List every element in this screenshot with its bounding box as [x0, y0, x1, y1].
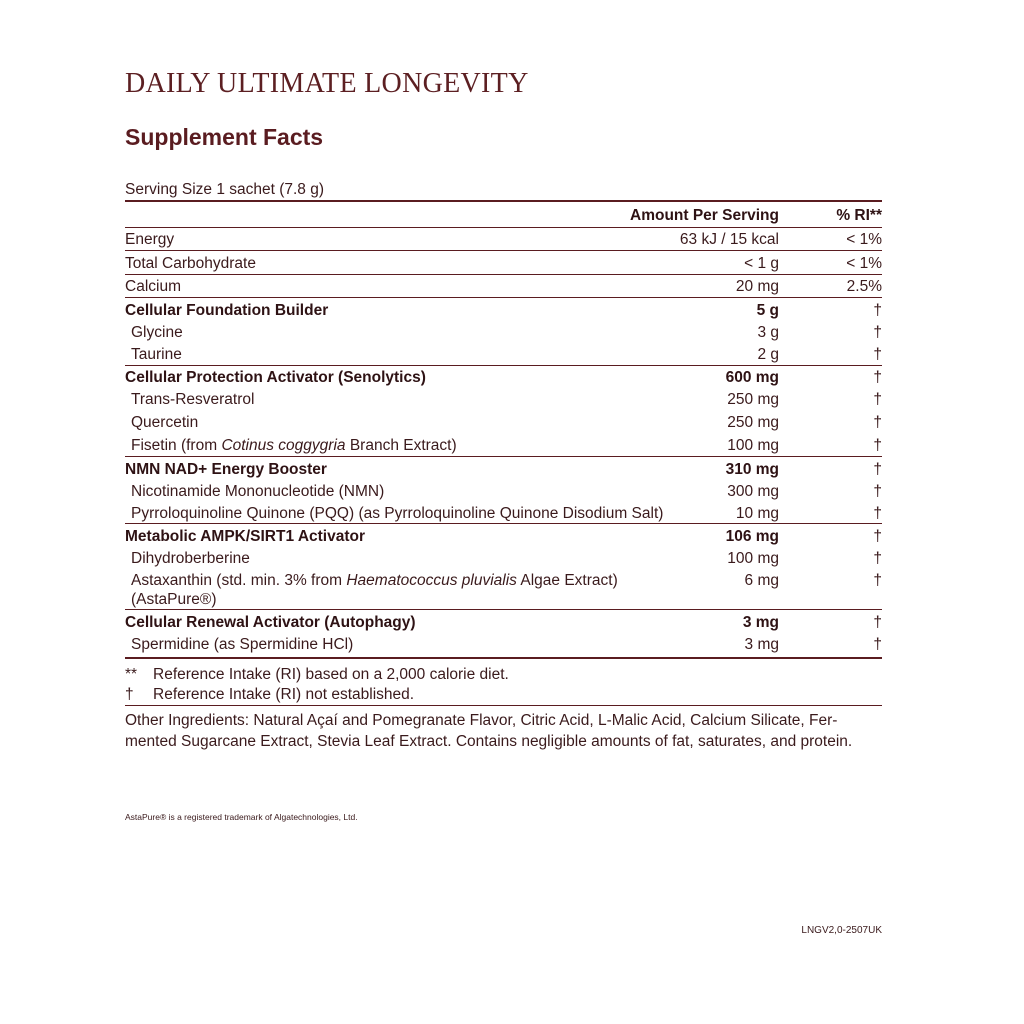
- row-amount: < 1 g: [744, 255, 779, 272]
- rule: [125, 365, 882, 366]
- row-ri: < 1%: [846, 255, 882, 272]
- row-amount: 3 mg: [744, 636, 779, 653]
- row-name: Taurine: [131, 346, 182, 363]
- row-name: Pyrroloquinoline Quinone (PQQ) (as Pyrroloquinoline Quinone Disodium Salt): [131, 505, 664, 522]
- row-name: Energy: [125, 231, 175, 248]
- footnote-ri-basis: ** Reference Intake (RI) based on a 2,000 calorie diet.: [125, 666, 509, 683]
- row-amount: 3 g: [757, 324, 779, 341]
- rule-bottom: [125, 657, 882, 659]
- row-amount: 63 kJ / 15 kcal: [679, 231, 779, 248]
- row-amount: 300 mg: [727, 483, 779, 500]
- row-ri: †: [873, 505, 882, 522]
- product-title: DAILY ULTIMATE LONGEVITY: [125, 68, 529, 99]
- row-ri: †: [873, 391, 882, 408]
- row-ri: †: [873, 614, 882, 631]
- row-amount: 10 mg: [735, 505, 779, 522]
- supplement-facts-heading: Supplement Facts: [125, 124, 324, 150]
- row-name: Trans-Resveratrol: [131, 391, 255, 408]
- row-amount: 250 mg: [727, 391, 779, 408]
- row-ri: 2.5%: [846, 278, 882, 295]
- row-amount: 2 g: [757, 346, 779, 363]
- row-ri: †: [873, 369, 882, 386]
- rule: [125, 297, 882, 298]
- row-ri: †: [873, 302, 882, 319]
- rule-header: [125, 227, 882, 228]
- row-amount: 5 g: [756, 302, 779, 319]
- row-ri: †: [873, 550, 882, 567]
- product-code: LNGV2,0-2507UK: [801, 925, 882, 936]
- header-ri: % RI**: [836, 207, 882, 224]
- row-ri: †: [873, 528, 882, 545]
- row-ri: †: [873, 324, 882, 341]
- row-ri: †: [873, 483, 882, 500]
- serving-size: Serving Size 1 sachet (7.8 g): [125, 181, 325, 198]
- rule: [125, 523, 882, 524]
- trademark-note: AstaPure® is a registered trademark of Algatechnologies, Ltd.: [125, 812, 358, 822]
- rule: [125, 250, 882, 251]
- row-ri: †: [873, 636, 882, 653]
- row-ri: †: [873, 346, 882, 363]
- row-amount: 20 mg: [735, 278, 779, 295]
- row-amount: 310 mg: [725, 461, 779, 478]
- rule-top: [125, 200, 882, 202]
- row-ri: †: [873, 437, 882, 454]
- row-amount: 100 mg: [727, 550, 779, 567]
- row-name: Glycine: [131, 324, 183, 341]
- row-amount: 100 mg: [727, 437, 779, 454]
- row-name: NMN NAD+ Energy Booster: [125, 461, 327, 478]
- other-ingredients: Other Ingredients: Natural Açaí and Pomegranate Flavor, Citric Acid, L-Malic Acid, Calcium Silicate, Fer- mented Sugarcane Extract, Stevia Leaf Extract. Contains negligible amounts of fat, saturates, and protein.: [125, 712, 853, 750]
- row-name: Quercetin: [131, 414, 199, 431]
- row-ri: < 1%: [846, 231, 882, 248]
- row-name: Cellular Protection Activator (Senolytics): [125, 369, 426, 386]
- row-name: Nicotinamide Mononucleotide (NMN): [131, 483, 385, 500]
- rule: [125, 609, 882, 610]
- row-name: Dihydroberberine: [131, 550, 250, 567]
- row-ri: †: [873, 414, 882, 431]
- row-name: Total Carbohydrate: [125, 255, 256, 272]
- row-name: Fisetin (from Cotinus coggygria Branch Extract): [131, 437, 457, 454]
- row-ri: †: [873, 461, 882, 478]
- row-name: Spermidine (as Spermidine HCl): [131, 636, 354, 653]
- row-amount: 3 mg: [742, 614, 779, 631]
- row-name: Metabolic AMPK/SIRT1 Activator: [125, 528, 366, 545]
- row-name: Cellular Foundation Builder: [125, 302, 329, 319]
- row-amount: 106 mg: [725, 528, 779, 545]
- rule-footnotes: [125, 705, 882, 706]
- row-name: Cellular Renewal Activator (Autophagy): [125, 614, 416, 631]
- footnote-ri-not-established: † Reference Intake (RI) not established.: [125, 686, 415, 703]
- header-amount: Amount Per Serving: [630, 207, 779, 224]
- rule: [125, 456, 882, 457]
- row-name: Calcium: [125, 278, 181, 295]
- row-amount: 6 mg: [744, 572, 779, 589]
- row-amount: 250 mg: [727, 414, 779, 431]
- rule: [125, 274, 882, 275]
- row-amount: 600 mg: [725, 369, 779, 386]
- row-ri: †: [873, 572, 882, 589]
- row-name: Astaxanthin (std. min. 3% from Haematococcus pluvialis Algae Extract) (AstaPure®): [131, 572, 618, 608]
